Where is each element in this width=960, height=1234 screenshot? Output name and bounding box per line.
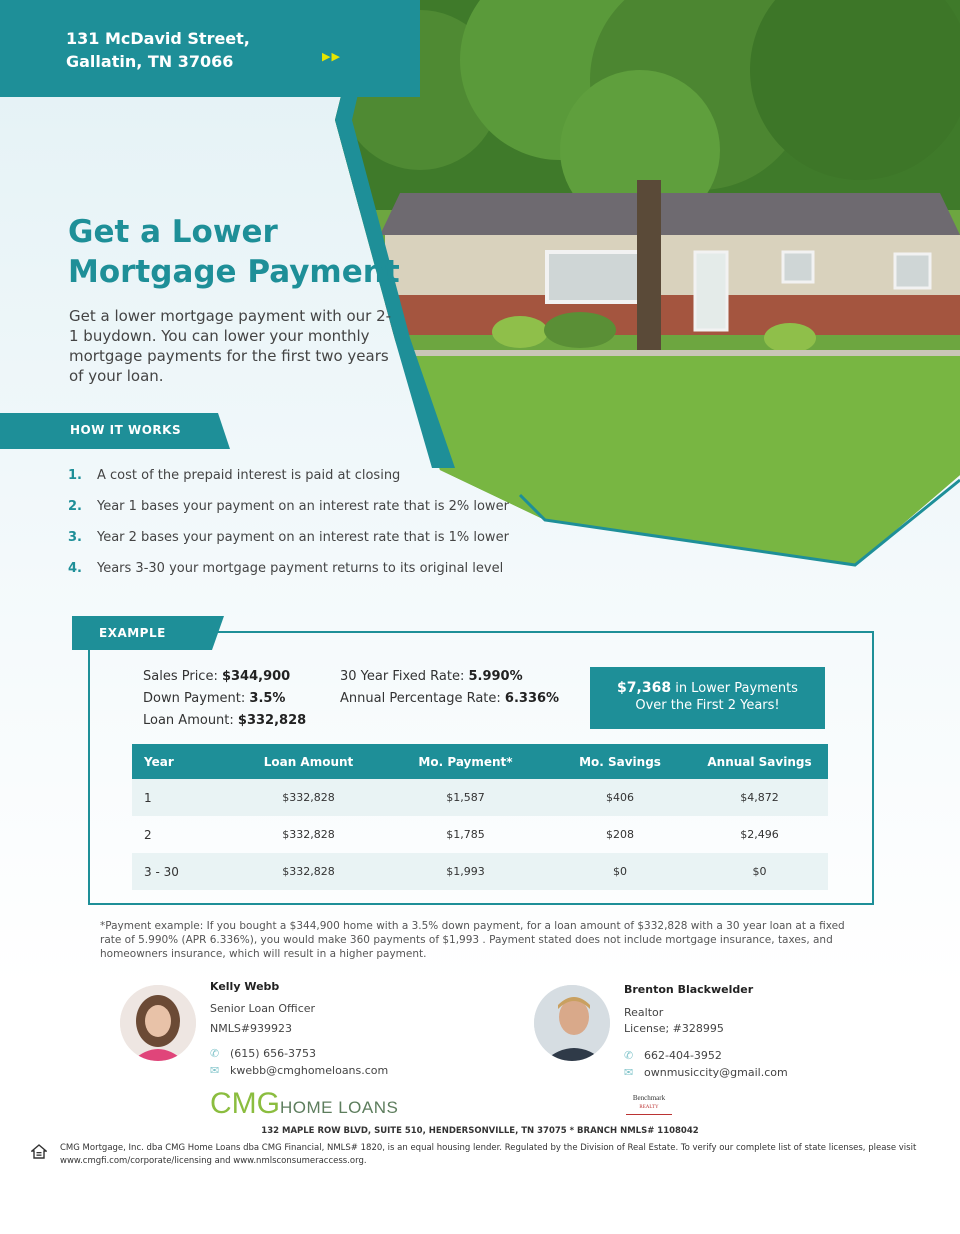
avatar (534, 985, 610, 1061)
table-cell: $332,828 (235, 779, 382, 816)
realtor-title: Realtor (624, 1006, 664, 1019)
column-header: Loan Amount (235, 744, 382, 779)
table-row (132, 816, 828, 853)
table-cell: $332,828 (282, 828, 335, 841)
down-payment-label: Down Payment: (143, 691, 246, 706)
fixed-rate-value: 5.990% (468, 669, 523, 684)
apr-label: Annual Percentage Rate: (340, 691, 501, 706)
headline-line-2: Mortgage Payment (68, 254, 400, 290)
list-item (68, 499, 548, 530)
step-number: 4. (68, 561, 82, 576)
table-cell: 3 - 30 (132, 853, 235, 890)
page-title (68, 212, 400, 292)
savings-amount: $7,368 (617, 680, 672, 696)
loan-terms-left (143, 666, 306, 732)
step-number: 3. (68, 530, 82, 545)
table-row (132, 779, 828, 816)
sales-price-value: $344,900 (221, 669, 291, 684)
apr-value: 6.336% (504, 691, 560, 706)
realtor-email[interactable]: ownmusiccity@gmail.com (644, 1066, 788, 1079)
table-cell: $208 (606, 828, 634, 841)
loan-terms-right (340, 666, 559, 710)
realtor-license: License; #328995 (624, 1022, 724, 1035)
step-text: Year 1 bases your payment on an interest rate that is 2% lower (97, 499, 509, 514)
table-cell: 2 (144, 827, 152, 842)
column-header: Annual Savings (691, 744, 828, 779)
loan-officer-name: Kelly Webb (210, 980, 280, 993)
loan-officer-phone[interactable]: (615) 656-3753 (230, 1047, 317, 1060)
loan-amount-value: $332,828 (237, 713, 307, 728)
address-line-1: 131 McDavid Street, (66, 29, 250, 48)
phone-icon: ✆ (210, 1047, 220, 1060)
table-cell: $4,872 (691, 779, 828, 816)
intro-paragraph: Get a lower mortgage payment with our 2-1 buydown. You can lower your monthly mortgage payments for the first two years of your loan. (69, 307, 392, 385)
realtor-info (624, 983, 788, 1079)
table-cell: $406 (549, 779, 691, 816)
loan-officer-nmls: NMLS#939923 (210, 1022, 293, 1035)
list-item (68, 530, 548, 561)
savings-text-1: in Lower Payments (675, 681, 798, 696)
cmg-logo-mark: CMG (210, 1087, 280, 1120)
list-item (68, 561, 548, 592)
table-cell: $1,993 (382, 853, 549, 890)
benchmark-logo (626, 1094, 672, 1115)
step-text: Years 3-30 your mortgage payment returns to its original level (97, 561, 504, 576)
table-row (132, 853, 828, 890)
realtor-phone[interactable]: 662-404-3952 (644, 1049, 722, 1062)
column-header: Year (132, 744, 235, 779)
payment-footnote: *Payment example: If you bought a $344,900 home with a 3.5% down payment, for a loan amount of $332,828 with a 30 year loan at a fixed rate of 5.990% (APR 6.336%), you would make 360 payments of $1,993 . Payment stated does not include mortgage insurance, taxes, and homeowners insurance, which will result in a higher payment. (100, 920, 845, 960)
table-header-row (132, 744, 828, 779)
table-cell: $332,828 (235, 853, 382, 890)
table-cell: 1 (132, 779, 235, 816)
benchmark-logo-name: Benchmark (632, 1094, 666, 1102)
benchmark-logo-sub: REALTY (639, 1105, 659, 1110)
how-it-works-label: HOW IT WORKS (70, 423, 182, 437)
realtor-name: Brenton Blackwelder (624, 983, 754, 996)
step-text: A cost of the prepaid interest is paid at closing (97, 468, 401, 483)
savings-callout (590, 667, 825, 729)
sales-price-label: Sales Price: (143, 669, 218, 684)
example-label: EXAMPLE (99, 626, 166, 640)
example-frame-top (200, 631, 872, 633)
column-header: Mo. Savings (549, 744, 691, 779)
table-cell: $0 (691, 853, 828, 890)
loan-officer-photo (120, 985, 196, 1061)
equal-housing-icon (31, 1144, 47, 1160)
table-cell: $1,785 (446, 828, 485, 841)
step-number: 1. (68, 468, 82, 483)
payment-table (132, 744, 828, 890)
column-header: Mo. Payment* (382, 744, 549, 779)
realtor-photo (534, 985, 610, 1061)
table-cell: $2,496 (740, 828, 779, 841)
loan-officer-email[interactable]: kwebb@cmghomeloans.com (230, 1064, 389, 1077)
avatar (120, 985, 196, 1061)
headline-line-1: Get a Lower (68, 214, 278, 250)
double-arrow-icon: ▶▶ (322, 50, 341, 63)
address-line-2: Gallatin, TN 37066 (66, 52, 234, 71)
branch-address: 132 MAPLE ROW BLVD, SUITE 510, HENDERSONVILLE, TN 37075 * BRANCH NMLS# 1108042 (261, 1126, 699, 1136)
email-icon: ✉ (210, 1064, 220, 1077)
phone-icon: ✆ (624, 1049, 634, 1062)
savings-text-2: Over the First 2 Years! (635, 698, 780, 713)
loan-officer-info (210, 980, 388, 1077)
property-address (66, 27, 250, 73)
step-number: 2. (68, 499, 82, 514)
fixed-rate-label: 30 Year Fixed Rate: (340, 669, 465, 684)
table-cell: $1,587 (382, 779, 549, 816)
list-item (68, 468, 548, 499)
loan-amount-label: Loan Amount: (143, 713, 234, 728)
steps-list (68, 468, 548, 592)
legal-disclaimer: CMG Mortgage, Inc. dba CMG Home Loans dba CMG Financial, NMLS# 1820, is an equal housing lender. Regulated by the Division of Real Estate. To verify our complete list of state licenses, please visit www.cmgfi.com/corporate/licensing and www.nmlsconsumeraccess.org. (60, 1143, 917, 1166)
cmg-logo-text: HOME LOANS (280, 1098, 399, 1117)
down-payment-value: 3.5% (249, 691, 286, 706)
step-text: Year 2 bases your payment on an interest rate that is 1% lower (97, 530, 509, 545)
email-icon: ✉ (624, 1066, 634, 1079)
table-cell: $0 (549, 853, 691, 890)
cmg-logo (210, 1087, 398, 1121)
loan-officer-title: Senior Loan Officer (210, 1002, 316, 1015)
